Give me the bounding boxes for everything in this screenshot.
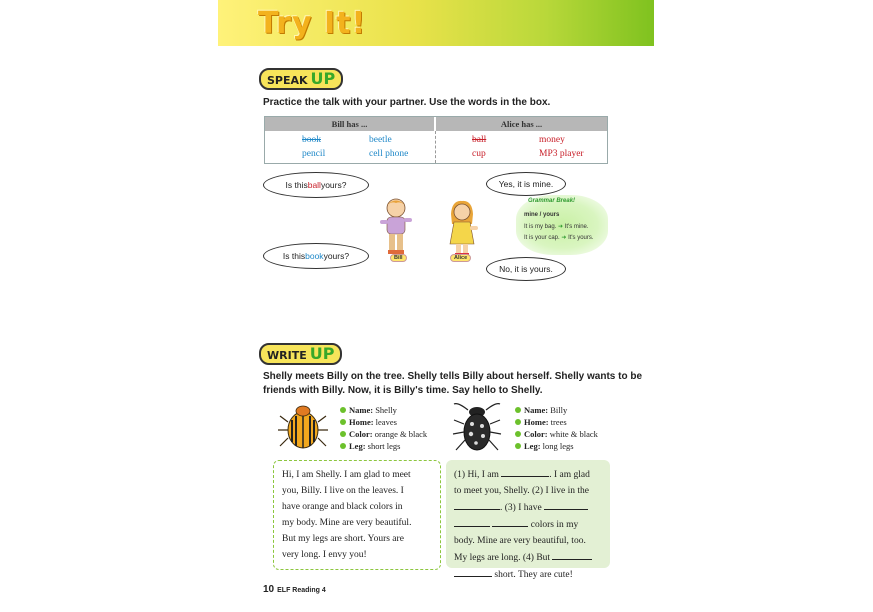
billy-line-3-end: . (3) I have xyxy=(500,503,542,513)
q1-post: yours? xyxy=(320,180,347,190)
q1-pre: Is this xyxy=(285,180,308,190)
alice-illustration xyxy=(444,200,480,258)
shelly-letter-line: Hi, I am Shelly. I am glad to meet xyxy=(282,470,411,480)
word-box xyxy=(264,116,608,164)
shelly-color-row xyxy=(340,428,427,440)
billy-color-row xyxy=(515,428,598,440)
grammar-line-2 xyxy=(524,234,594,241)
billy-color-key: Color: xyxy=(524,429,548,439)
blank-3-color-a[interactable] xyxy=(544,499,588,510)
bullet-icon xyxy=(340,443,346,449)
grammar-line-1-a: It is my bag. xyxy=(524,224,557,230)
alice-label: Alice xyxy=(450,254,471,262)
billy-leg-row xyxy=(515,440,598,452)
billy-line-1-end: . I am glad xyxy=(549,470,590,480)
shelly-letter-line: very long. I envy you! xyxy=(282,550,367,560)
billy-line-6-start: My legs are long. (4) But xyxy=(454,553,551,563)
box-divider xyxy=(435,131,436,163)
word-mp3-player: MP3 player xyxy=(539,149,584,159)
alice-has-header: Alice has ... xyxy=(436,117,607,131)
book-title: ELF Reading 4 xyxy=(277,587,326,594)
bubble-answer-yours: No, it is yours. xyxy=(486,257,566,281)
blank-3-color-b[interactable] xyxy=(454,516,490,527)
shelly-letter-line: have orange and black colors in xyxy=(282,502,403,512)
bullet-icon xyxy=(340,407,346,413)
billy-letter-line-5: body. Mine are very beautiful, too. xyxy=(454,536,586,546)
page-number: 10 xyxy=(263,584,275,595)
billy-letter-line-7 xyxy=(454,566,604,583)
speak-up-logo-text: SPEAK xyxy=(267,74,308,87)
shelly-leg-row xyxy=(340,440,427,452)
shelly-color-value: orange & black xyxy=(374,429,428,439)
shelly-letter-line: you, Billy. I live on the leaves. I xyxy=(282,486,404,496)
shelly-beetle-illustration xyxy=(276,402,330,452)
billy-letter-line-1 xyxy=(454,466,604,483)
speak-up-logo-up: UP xyxy=(310,69,336,88)
billy-home-row xyxy=(515,416,598,428)
word-ball: ball xyxy=(472,135,487,145)
shelly-letter-line: my body. Mine are very beautiful. xyxy=(282,518,412,528)
billy-home-value: trees xyxy=(550,417,567,427)
shelly-name-row xyxy=(340,404,427,416)
billy-name-row xyxy=(515,404,598,416)
grammar-line-2-a: It is your cap. xyxy=(524,235,560,241)
blank-4-subject[interactable] xyxy=(552,549,592,560)
grammar-line-1 xyxy=(524,223,589,230)
billy-line-4-end: colors in my xyxy=(528,520,579,530)
shelly-letter-line: But my legs are short. Yours are xyxy=(282,534,404,544)
grammar-head: mine / yours xyxy=(524,212,560,218)
arrow-right-icon: ➜ xyxy=(561,235,567,241)
word-cup: cup xyxy=(472,149,486,159)
bullet-icon xyxy=(515,419,521,425)
write-up-instruction-1: Shelly meets Billy on the tree. Shelly tells Billy about herself. Shelly wants to be xyxy=(263,371,642,382)
q1-word: ball xyxy=(307,180,321,190)
shelly-name-key: Name: xyxy=(349,405,374,415)
shelly-home-key: Home: xyxy=(349,417,374,427)
billy-color-value: white & black xyxy=(549,429,598,439)
blank-4-verb[interactable] xyxy=(454,566,492,577)
write-up-instruction-2: friends with Billy. Now, it is Billy's time. Say hello to Shelly. xyxy=(263,385,543,396)
word-cell-phone: cell phone xyxy=(369,149,409,159)
write-up-logo-up: UP xyxy=(309,344,335,363)
grammar-break xyxy=(516,195,608,255)
shelly-color-key: Color: xyxy=(349,429,373,439)
speak-up-instruction: Practice the talk with your partner. Use the words in the box. xyxy=(263,97,551,108)
billy-name-key: Name: xyxy=(524,405,549,415)
page-footer xyxy=(263,584,326,595)
q2-word: book xyxy=(305,251,324,261)
billy-line-1-start: (1) Hi, I am xyxy=(454,470,502,480)
shelly-home-row xyxy=(340,416,427,428)
billy-letter-line-2: to meet you, Shelly. (2) I live in the xyxy=(454,486,589,496)
q2-post: yours? xyxy=(323,251,350,261)
billy-letter-line-6 xyxy=(454,549,604,566)
speak-up-logo xyxy=(259,68,343,90)
grammar-title: Grammar Break! xyxy=(528,198,576,204)
word-beetle: beetle xyxy=(369,135,392,145)
bullet-icon xyxy=(515,407,521,413)
shelly-profile xyxy=(340,404,427,452)
word-pencil: pencil xyxy=(302,149,326,159)
billy-leg-key: Leg: xyxy=(524,441,541,451)
bullet-icon xyxy=(340,419,346,425)
bubble-question-ball xyxy=(263,172,369,198)
q2-pre: Is this xyxy=(282,251,306,261)
page-title: Try It! xyxy=(258,6,367,41)
billy-leg-value: long legs xyxy=(542,441,574,451)
billy-letter-line-3 xyxy=(454,499,604,516)
bill-label: Bill xyxy=(390,254,407,262)
bill-illustration xyxy=(378,196,414,258)
billy-name-value: Billy xyxy=(550,405,568,415)
shelly-leg-key: Leg: xyxy=(349,441,366,451)
billy-beetle-illustration xyxy=(450,400,504,454)
word-book: book xyxy=(302,135,321,145)
blank-2-home[interactable] xyxy=(454,499,500,510)
bullet-icon xyxy=(515,431,521,437)
word-money: money xyxy=(539,135,565,145)
write-up-logo-text: WRITE xyxy=(267,349,307,362)
bill-has-header: Bill has ... xyxy=(265,117,434,131)
billy-line-7-end: short. They are cute! xyxy=(492,570,573,580)
grammar-line-2-b: It's yours. xyxy=(568,235,594,241)
billy-letter-line-4 xyxy=(454,516,604,533)
textbook-page xyxy=(218,0,654,612)
shelly-letter xyxy=(273,460,441,570)
shelly-leg-value: short legs xyxy=(367,441,401,451)
billy-profile xyxy=(515,404,598,452)
grammar-line-1-b: It's mine. xyxy=(564,224,589,230)
bubble-answer-mine: Yes, it is mine. xyxy=(486,172,566,196)
blank-1-name[interactable] xyxy=(501,466,549,477)
bullet-icon xyxy=(340,431,346,437)
shelly-home-value: leaves xyxy=(375,417,397,427)
shelly-name-value: Shelly xyxy=(375,405,397,415)
blank-3-color-c[interactable] xyxy=(492,516,528,527)
billy-letter xyxy=(446,460,610,580)
billy-home-key: Home: xyxy=(524,417,549,427)
bullet-icon xyxy=(515,443,521,449)
title-banner xyxy=(218,0,654,46)
arrow-right-icon: ➜ xyxy=(558,224,564,230)
bubble-question-book xyxy=(263,243,369,269)
write-up-logo xyxy=(259,343,342,365)
